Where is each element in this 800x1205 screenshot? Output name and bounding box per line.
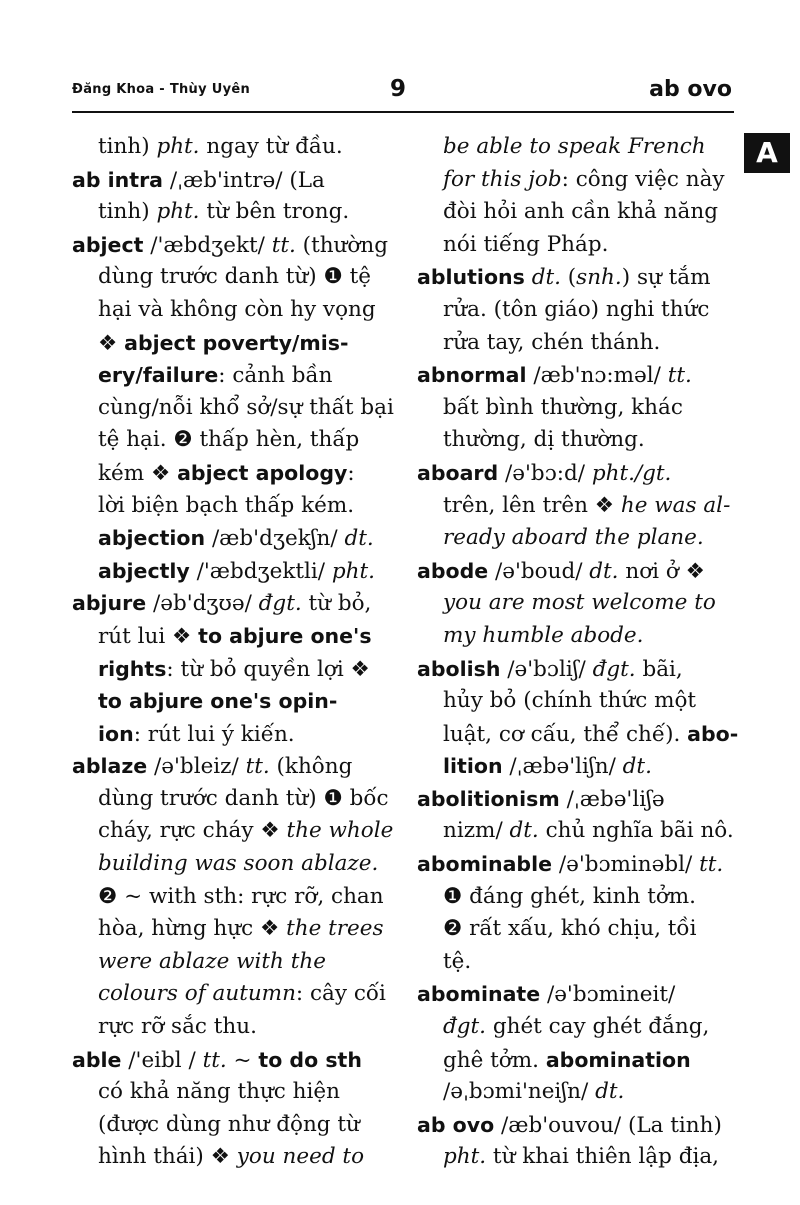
italic-text: building was soon ablaze. — [98, 851, 379, 877]
definition-text: ) sự tắm — [621, 265, 711, 291]
entry-continuation-line — [417, 196, 733, 229]
definition-text: ghê tởm. — [443, 1047, 546, 1073]
italic-text: dt. — [595, 1079, 625, 1105]
italic-text: the whole — [286, 818, 394, 844]
entry-continuation-line — [72, 392, 392, 425]
entry-continuation-line — [417, 718, 739, 751]
definition-text: : cây cối — [295, 981, 386, 1007]
italic-text: snh. — [576, 265, 622, 291]
definition-text: nói tiếng Pháp. — [443, 231, 609, 257]
entry-headword-line — [72, 1044, 392, 1077]
definition-text: ❷ rất xấu, khó chịu, tồi — [443, 916, 697, 942]
entry-continuation-line — [72, 946, 392, 979]
definition-text: : cảnh bần — [218, 363, 333, 389]
page-header — [72, 78, 732, 108]
definition-text: bãi, — [635, 656, 683, 682]
definition-text: (được dùng như động từ — [98, 1111, 360, 1137]
entry-headword-line — [417, 848, 733, 881]
headword-text: abominate — [417, 982, 541, 1007]
entry-continuation-line — [72, 424, 392, 457]
definition-text: dùng trước danh từ) ❶ bốc — [98, 785, 389, 811]
definition-text: ❶ đáng ghét, kinh tởm. — [443, 883, 697, 909]
italic-text: the trees — [286, 916, 384, 942]
entry-headword-line — [417, 978, 733, 1011]
headword-text: abolish — [417, 656, 501, 681]
definition-text: /ə'bɔminəbl/ — [552, 852, 700, 878]
entry-continuation-line — [72, 327, 392, 360]
entry-continuation-line — [72, 490, 392, 523]
definition-text: (không — [269, 754, 353, 780]
definition-text: : từ bỏ quyền lợi ❖ — [166, 656, 370, 682]
definition-text: cháy, rực cháy ❖ — [98, 818, 287, 844]
entry-continuation-line — [72, 881, 392, 914]
italic-text: pht./gt. — [591, 460, 672, 486]
definition-text: từ bên trong. — [199, 199, 350, 225]
definition-text: ❷ ~ with sth: rực rỡ, chan — [98, 883, 384, 909]
definition-text: chủ nghĩa bãi nô. — [538, 818, 734, 844]
entry-continuation-line — [72, 848, 392, 881]
italic-text: tt. — [699, 852, 724, 878]
definition-text: kém ❖ — [98, 460, 178, 486]
headword-text: to abjure one's opin- — [98, 689, 338, 714]
definition-text: /æb'dʒekʃn/ — [205, 526, 345, 552]
italic-text: dt. — [589, 558, 619, 584]
definition-text: /əb'dʒʊə/ — [146, 591, 259, 617]
definition-text: /'æbdʒekt/ — [143, 232, 272, 258]
definition-text: /ə'bɔ:d/ — [498, 460, 592, 486]
entry-continuation-line — [72, 196, 392, 229]
definition-text: ghét cay ghét đắng, — [486, 1014, 710, 1040]
definition-text: /əˌbɔmi'neiʃn/ — [443, 1079, 596, 1105]
italic-text: you need to — [236, 1144, 365, 1170]
entry-continuation-line — [72, 815, 392, 848]
definition-text — [525, 265, 532, 290]
entry-continuation-line — [72, 1011, 392, 1044]
headword-text: abominable — [417, 852, 553, 877]
italic-text: đgt. — [592, 656, 636, 682]
definition-text: /æb'nɔ:məl/ — [526, 363, 668, 389]
entry-continuation-line — [72, 1109, 392, 1142]
italic-text: pht. — [443, 1144, 487, 1170]
definition-text: /'æbdʒektli/ — [189, 558, 332, 584]
entry-continuation-line — [417, 1044, 733, 1077]
entry-continuation-line — [72, 131, 392, 164]
entry-continuation-line — [72, 685, 392, 718]
entry-continuation-line — [72, 1141, 392, 1174]
definition-text: rửa tay, chén thánh. — [443, 329, 661, 355]
headword-text: abject poverty/mis- — [124, 330, 349, 355]
entry-continuation-line — [417, 490, 733, 523]
entry-headword-line — [417, 555, 733, 588]
entry-headword-line — [72, 229, 392, 262]
headword-text: abjection — [98, 526, 206, 551]
headword-text: abject — [72, 232, 144, 257]
definition-text: tinh) — [98, 199, 157, 225]
definition-text: thường, dị thường. — [443, 427, 645, 453]
italic-text: pht. — [331, 558, 375, 584]
headword-text: abomination — [545, 1047, 691, 1072]
left-column — [72, 131, 392, 1174]
entry-continuation-line — [72, 294, 392, 327]
headword-text: abject apology — [177, 460, 348, 485]
headword-text: ablaze — [72, 754, 148, 779]
definition-text: dùng trước danh từ) ❶ tệ — [98, 264, 371, 290]
italic-text: dt. — [531, 265, 561, 291]
definition-text: từ khai thiên lập địa, — [486, 1144, 720, 1170]
header-rule — [72, 111, 734, 113]
definition-text: luật, cơ cấu, thể chế). — [443, 721, 688, 747]
headword-text: rights — [98, 656, 167, 681]
definition-text: /ə'bɔliʃ/ — [500, 656, 593, 682]
definition-text: rửa. (tôn giáo) nghi thức — [443, 296, 710, 322]
definition-text: lời biện bạch thấp kém. — [98, 492, 355, 518]
definition-text: /ˌæbə'liʃn/ — [502, 754, 623, 780]
definition-text: /ə'boud/ — [488, 558, 590, 584]
italic-text: tt. — [202, 1047, 227, 1073]
definition-text: : công việc này — [561, 166, 725, 192]
entry-continuation-line — [417, 685, 733, 718]
entry-continuation-line — [417, 946, 733, 979]
entry-continuation-line — [72, 913, 392, 946]
italic-text: tt. — [271, 232, 296, 258]
definition-text: ngay từ đầu. — [199, 134, 343, 159]
entry-continuation-line — [417, 815, 733, 848]
headword-text: ion — [98, 721, 134, 746]
entry-continuation-line — [417, 294, 733, 327]
definition-text: có khả năng thực hiện — [98, 1079, 340, 1105]
entry-continuation-line — [72, 620, 392, 653]
definition-text: /ˌæb'intrə/ (La — [163, 167, 325, 193]
entry-continuation-line — [72, 359, 392, 392]
entry-continuation-line — [417, 620, 733, 653]
entry-headword-line — [72, 587, 392, 620]
entry-continuation-line — [72, 1076, 392, 1109]
entry-continuation-line — [417, 913, 733, 946]
italic-text: pht. — [156, 199, 200, 225]
definition-text: (thường — [295, 232, 388, 258]
definition-text: hại và không còn hy vọng — [98, 296, 376, 322]
entry-continuation-line — [72, 261, 392, 294]
headword-text: to do sth — [258, 1047, 362, 1072]
headword-text: abjure — [72, 591, 147, 616]
headword-text: ab ovo — [417, 1112, 495, 1137]
headword-text: ablutions — [417, 265, 525, 290]
entry-headword-line — [417, 457, 733, 490]
definition-text: tinh) — [98, 134, 157, 159]
entry-continuation-line — [417, 131, 733, 164]
definition-text: /'eibl / — [121, 1047, 203, 1073]
definition-text: /æb'ouvou/ (La tinh) — [494, 1112, 722, 1138]
headword-text: abode — [417, 558, 489, 583]
entry-continuation-line — [72, 555, 392, 588]
entry-continuation-line — [417, 1076, 733, 1109]
italic-text: he was al- — [620, 492, 731, 518]
entry-continuation-line — [417, 229, 733, 262]
entry-continuation-line — [417, 392, 733, 425]
italic-text: dt. — [622, 754, 652, 780]
definition-text: bất bình thường, khác — [443, 394, 683, 420]
headword-text: abnormal — [417, 363, 527, 388]
italic-text: pht. — [156, 134, 200, 159]
entry-headword-line — [417, 783, 733, 816]
entry-continuation-line — [417, 164, 733, 197]
entry-continuation-line — [72, 457, 392, 490]
headword-text: ery/failure — [98, 363, 219, 388]
entry-continuation-line — [72, 978, 392, 1011]
definition-text: : rút lui ý kiến. — [133, 721, 295, 747]
definition-text: ( — [560, 265, 577, 291]
headword-text: aboard — [417, 460, 499, 485]
entry-continuation-line — [417, 750, 733, 783]
definition-text: từ bỏ, — [301, 591, 372, 617]
entry-headword-line — [417, 261, 733, 294]
headword-text: to abjure one's — [198, 623, 372, 648]
entry-headword-line — [417, 1109, 733, 1142]
italic-text: tt. — [667, 363, 692, 389]
definition-text: hủy bỏ (chính thức một — [443, 688, 697, 714]
running-head-authors: Đăng Khoa - Thùy Uyên — [72, 82, 251, 97]
definition-text: : — [347, 460, 355, 486]
italic-text: đgt. — [443, 1014, 486, 1040]
entry-continuation-line — [417, 881, 733, 914]
entry-headword-line — [417, 359, 733, 392]
definition-text: đòi hỏi anh cần khả năng — [443, 199, 718, 225]
definition-text: /ˌæbə'liʃə — [559, 786, 665, 812]
definition-text: ❖ — [98, 330, 125, 356]
right-column — [417, 131, 739, 1174]
definition-text: hình thái) ❖ — [98, 1144, 237, 1170]
entry-headword-line — [72, 164, 392, 197]
entry-continuation-line — [72, 653, 392, 686]
definition-text: trên, lên trên ❖ — [443, 492, 621, 518]
definition-text: /ə'bɔmineit/ — [540, 982, 676, 1008]
headword-text: abjectly — [98, 558, 190, 583]
entry-continuation-line — [417, 327, 733, 360]
entry-continuation-line — [417, 587, 733, 620]
entry-continuation-line — [417, 522, 733, 555]
italic-text: dt. — [344, 526, 374, 552]
entry-continuation-line — [72, 522, 392, 555]
definition-text: tệ. — [443, 948, 472, 974]
definition-text: ~ — [226, 1047, 259, 1073]
italic-text: you are most welcome to — [443, 590, 716, 616]
definition-text: cùng/nỗi khổ sở/sự thất bại — [98, 394, 394, 420]
headword-text: abolitionism — [417, 786, 560, 811]
page-number: 9 — [390, 76, 407, 102]
italic-text: tt. — [245, 754, 270, 780]
entry-continuation-line — [72, 718, 392, 751]
entry-continuation-line — [417, 424, 733, 457]
definition-text: nizm/ — [443, 818, 510, 844]
definition-text: rực rỡ sắc thu. — [98, 1014, 257, 1040]
guide-word: ab ovo — [649, 77, 732, 102]
headword-text: lition — [443, 754, 503, 779]
italic-text: my humble abode. — [443, 622, 644, 648]
italic-text: ready aboard the plane. — [443, 525, 704, 551]
italic-text: dt. — [509, 818, 539, 844]
definition-text: tệ hại. ❷ thấp hèn, thấp — [98, 427, 360, 453]
entry-headword-line — [417, 653, 733, 686]
entry-continuation-line — [417, 1141, 733, 1174]
italic-text: were ablaze with the — [98, 948, 326, 974]
definition-text: rút lui ❖ — [98, 623, 199, 649]
italic-text: be able to speak French — [443, 134, 706, 159]
definition-text: /ə'bleiz/ — [147, 754, 246, 780]
italic-text: for this job — [443, 166, 562, 192]
headword-text: able — [72, 1047, 122, 1072]
definition-text: hòa, hừng hực ❖ — [98, 916, 287, 942]
entry-headword-line — [72, 750, 392, 783]
entry-continuation-line — [417, 1011, 733, 1044]
letter-thumb-tab: A — [744, 133, 790, 173]
entry-continuation-line — [72, 783, 392, 816]
definition-text: nơi ở ❖ — [618, 558, 705, 584]
headword-text: abo- — [687, 721, 739, 746]
italic-text: đgt. — [258, 591, 302, 617]
headword-text: ab intra — [72, 167, 164, 192]
italic-text: colours of autumn — [98, 981, 296, 1007]
